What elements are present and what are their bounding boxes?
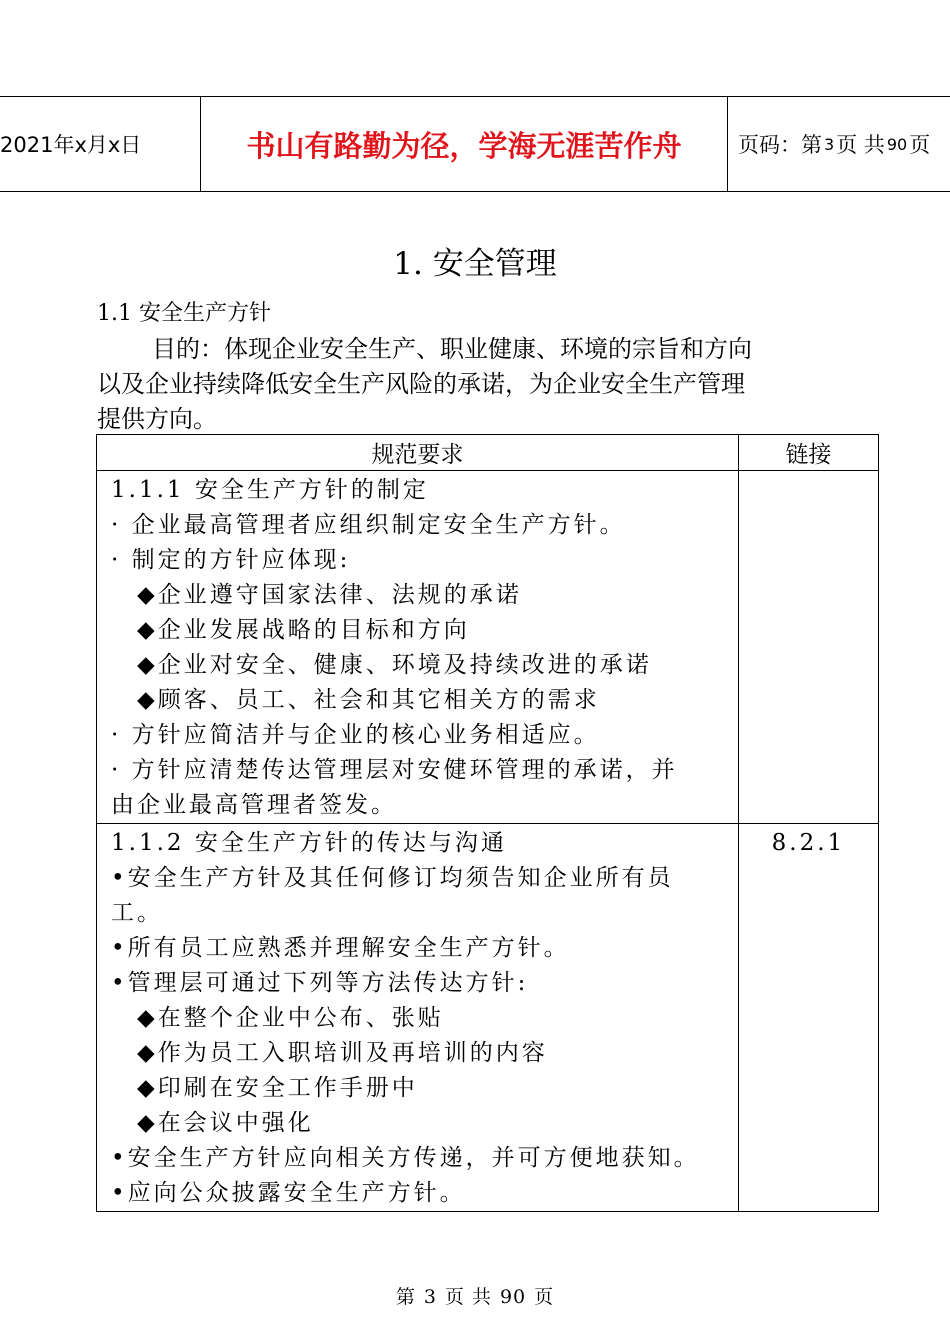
footer-mid: 页 共 xyxy=(444,1286,492,1308)
table-header-row xyxy=(97,435,879,471)
requirement-line-dot: •应向公众披露安全生产方针。 xyxy=(111,1180,466,1206)
requirement-line-dot: •安全生产方针应向相关方传递，并可方便地获知。 xyxy=(111,1145,700,1171)
header-link: 链接 xyxy=(738,435,878,471)
purpose-line-2: 以及企业持续降低安全生产风险的承诺，为企业安全生产管理 xyxy=(97,370,745,398)
header-page-number: 3 xyxy=(824,134,835,154)
table-row xyxy=(97,824,879,1212)
link-cell: 8.2.1 xyxy=(738,824,878,1212)
header-page-mid: 页 共 xyxy=(836,133,885,157)
page-title: 1. 安全管理 xyxy=(393,246,557,282)
header-page-suffix: 页 xyxy=(909,133,931,157)
section-heading: 1.1 安全生产方针 xyxy=(97,301,271,326)
requirement-line-dot: · 方针应简洁并与企业的核心业务相适应。 xyxy=(111,722,600,748)
requirement-line-diamond: ◆企业发展战略的目标和方向 xyxy=(137,617,470,643)
requirement-line-cont: 由企业最高管理者签发。 xyxy=(111,792,397,818)
requirement-line-diamond: ◆在会议中强化 xyxy=(137,1110,314,1136)
requirement-line-diamond: ◆顾客、员工、社会和其它相关方的需求 xyxy=(137,687,600,713)
purpose-line-3: 提供方向。 xyxy=(97,405,217,433)
footer-suffix: 页 xyxy=(534,1286,555,1308)
link-cell xyxy=(738,471,878,824)
purpose-line-1: 目的：体现企业安全生产、职业健康、环境的宗旨和方向 xyxy=(152,335,752,363)
footer-page: 3 xyxy=(423,1286,437,1308)
requirement-line-dot: •安全生产方针及其任何修订均须告知企业所有员 xyxy=(111,865,674,891)
purpose-paragraph xyxy=(97,332,867,437)
header-motto: 书山有路勤为径，学海无涯苦作舟 xyxy=(200,97,728,191)
page-header xyxy=(0,96,950,192)
footer-total: 90 xyxy=(499,1286,527,1308)
requirement-line-heading: 1.1.1 安全生产方针的制定 xyxy=(111,477,429,503)
requirement-cell xyxy=(97,824,739,1212)
requirement-line-dot: · 方针应清楚传达管理层对安健环管理的承诺，并 xyxy=(111,757,678,783)
header-requirement: 规范要求 xyxy=(97,435,739,471)
table-row xyxy=(97,471,879,824)
requirement-line-heading: 1.1.2 安全生产方针的传达与沟通 xyxy=(111,830,507,856)
header-page-total: 90 xyxy=(886,134,908,154)
requirements-table xyxy=(96,434,879,1212)
header-date: 2021年x月x日 xyxy=(0,133,142,157)
header-page-info xyxy=(738,97,930,191)
requirement-line-dot: · 企业最高管理者应组织制定安全生产方针。 xyxy=(111,512,626,538)
requirement-cell xyxy=(97,471,739,824)
header-page-prefix: 页码：第 xyxy=(738,133,822,157)
requirement-line-diamond: ◆在整个企业中公布、张贴 xyxy=(137,1005,444,1031)
requirement-line-cont: 工。 xyxy=(111,900,163,926)
requirement-line-dot: · 制定的方针应体现: xyxy=(111,547,351,573)
requirement-line-dot: •管理层可通过下列等方法传达方针: xyxy=(111,970,529,996)
footer-prefix: 第 xyxy=(395,1286,416,1308)
table-body xyxy=(97,471,879,1212)
requirement-line-diamond: ◆企业遵守国家法律、法规的承诺 xyxy=(137,582,522,608)
requirement-line-diamond: ◆印刷在安全工作手册中 xyxy=(137,1075,418,1101)
requirement-line-diamond: ◆企业对安全、健康、环境及持续改进的承诺 xyxy=(137,652,652,678)
requirement-line-dot: •所有员工应熟悉并理解安全生产方针。 xyxy=(111,935,570,961)
requirement-line-diamond: ◆作为员工入职培训及再培训的内容 xyxy=(137,1040,548,1066)
page-footer xyxy=(0,1282,950,1309)
